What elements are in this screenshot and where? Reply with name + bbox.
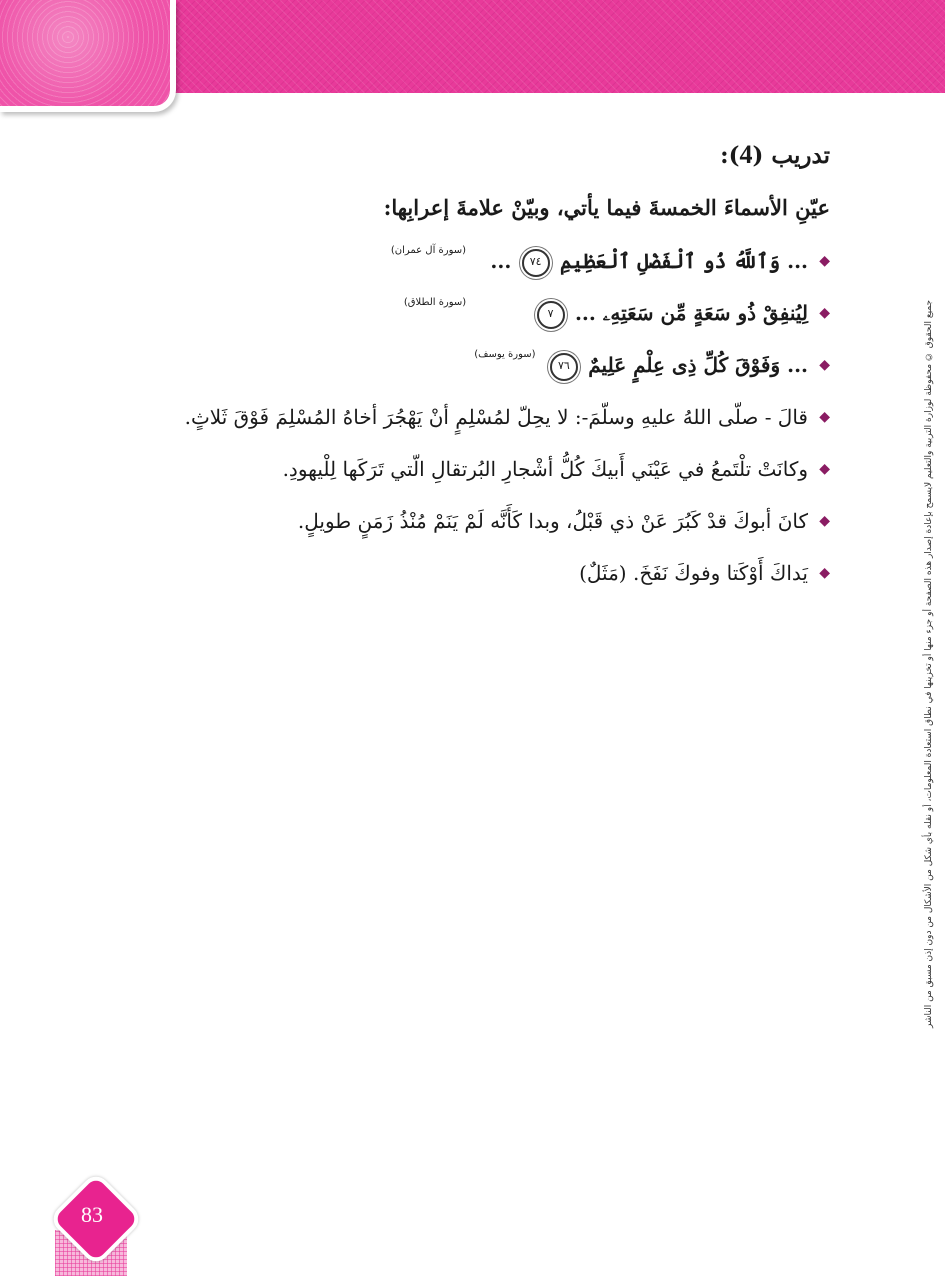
header-corner-decoration xyxy=(0,0,176,112)
diamond-bullet-icon: ◆ xyxy=(819,253,830,269)
quran-verse: ... وَٱللَّهُ ذُو ٱلْفَضْلِ ٱلْعَظِيمِ xyxy=(560,249,808,273)
list-item xyxy=(100,239,830,283)
list-item xyxy=(100,551,830,595)
diamond-bullet-icon: ◆ xyxy=(819,565,830,581)
list-item xyxy=(100,291,830,335)
page-number: 83 xyxy=(81,1202,103,1227)
surah-reference: (سورة الطلاق) xyxy=(403,297,467,308)
ayah-number-icon: ٧٤ xyxy=(522,249,550,277)
list-item xyxy=(100,499,830,543)
exercise-items xyxy=(100,239,830,595)
exercise-content xyxy=(100,138,830,603)
diamond-bullet-icon: ◆ xyxy=(819,305,830,321)
exercise-instruction: عيّنِ الأسماءَ الخمسةَ فيما يأتي، وبيّنْ علامةَ إعرابِها: xyxy=(383,195,830,220)
copyright-notice: جميع الحقوق © محفوظة لوزارة التربية والتعليم لايسمح بإعادة إصدار هذه الصفحة أو جزء منها أو تخزينها في نطاق استعادة المعلومات، أو نقله بأي شكل من الأشكال من دون إذن مسبق من الناشر xyxy=(924,300,934,1029)
exercise-title-label: تدريب ( xyxy=(752,142,830,169)
exercise-title-suffix: ): xyxy=(720,142,740,169)
list-item xyxy=(100,395,830,439)
ayah-number-icon: ٧٦ xyxy=(550,353,578,381)
ayah-number-icon: ٧ xyxy=(537,301,565,329)
example-sentence: قالَ - صلّى اللهُ عليهِ وسلّمَ-: لا يحِلّ لمُسْلِمٍ أنْ يَهْجُرَ أخاهُ المُسْلِمَ فَوْقَ ثَلاثٍ. xyxy=(184,405,808,429)
exercise-number: 4 xyxy=(739,140,753,169)
example-sentence: يَداكَ أَوْكَتا وفوكَ نَفَخَ. (مَثَلٌ) xyxy=(579,561,808,585)
quran-verse: لِيُنفِقْ ذُو سَعَةٍ مِّن سَعَتِهِۦ ... xyxy=(574,301,808,325)
verse-continuation: ... xyxy=(490,249,512,273)
exercise-title xyxy=(100,138,830,173)
list-item xyxy=(100,343,830,387)
header-band xyxy=(160,0,945,93)
quran-verse: ... وَفَوْقَ كُلِّ ذِى عِلْمٍ عَلِيمٌ xyxy=(588,353,808,377)
example-sentence: وكانَتْ تلْتَمعُ في عَيْنَي أَبيكَ كُلُّ أشْجارِ البُرتقالِ الّتي تَرَكَها لِلْيهودِ. xyxy=(282,457,808,481)
diamond-bullet-icon: ◆ xyxy=(819,357,830,373)
diamond-bullet-icon: ◆ xyxy=(819,461,830,477)
surah-reference: (سورة يوسف) xyxy=(474,349,536,360)
surah-reference: (سورة آل عمران) xyxy=(390,245,467,256)
list-item xyxy=(100,447,830,491)
diamond-bullet-icon: ◆ xyxy=(819,409,830,425)
diamond-bullet-icon: ◆ xyxy=(819,513,830,529)
example-sentence: كانَ أبوكَ قدْ كَبُرَ عَنْ ذي قَبْلُ، وبدا كَأَنَّه لَمْ يَنَمْ مُنْذُ زَمَنٍ طويلٍ. xyxy=(297,509,808,533)
